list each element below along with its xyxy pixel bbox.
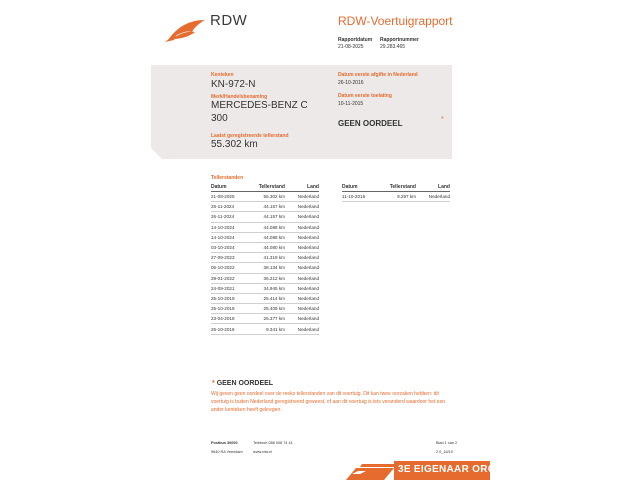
- first-registration-date: 10-11-2015: [338, 101, 364, 107]
- plate-label: Kenteken: [211, 72, 234, 78]
- watermark-banner-text: 3E EIGENAAR ORG. NL: [398, 464, 516, 475]
- report-title: RDW-Voertuigrapport: [338, 14, 453, 28]
- footer-version: 2.0_16/10: [436, 450, 453, 454]
- note-asterisk: *: [212, 380, 215, 387]
- footer-postbus: Postbus 30000: [211, 441, 238, 445]
- cell-country: Nederland: [285, 242, 319, 252]
- col-reading: Tellerstand: [382, 183, 416, 192]
- odometer-table-right: [342, 183, 450, 202]
- cell-reading: 36.212 km: [251, 273, 285, 283]
- cell-date: 11-10-2016: [342, 192, 382, 202]
- cell-country: Nederland: [416, 192, 450, 202]
- cell-country: Nederland: [285, 222, 319, 232]
- cell-reading: 25.414 km: [251, 293, 285, 303]
- table-row: [211, 273, 319, 283]
- table-row: [211, 324, 319, 334]
- cell-date: 25-10-2019: [211, 304, 251, 314]
- cell-reading: 25.409 km: [251, 304, 285, 314]
- cell-reading: 55.302 km: [251, 192, 285, 202]
- odometer-label: Laatst geregistreerde tellerstand: [211, 133, 289, 139]
- cell-reading: 44.080 km: [251, 242, 285, 252]
- note-title-text: GEEN OORDEEL: [216, 380, 274, 387]
- first-admission-label: Datum eerste afgifte in Nederland: [338, 72, 418, 78]
- cell-country: Nederland: [285, 263, 319, 273]
- make-label: Merk/Handelsbenaming: [211, 94, 268, 100]
- cell-reading: 9.341 km: [251, 324, 285, 334]
- cell-reading: 9.297 km: [382, 192, 416, 202]
- cell-reading: 44.088 km: [251, 222, 285, 232]
- cell-country: Nederland: [285, 283, 319, 293]
- odometer-value: 55.302 km: [211, 139, 258, 150]
- table-row: [211, 263, 319, 273]
- cell-date: 25-10-2019: [211, 293, 251, 303]
- table-row: [211, 212, 319, 222]
- table-header-row: [211, 183, 319, 192]
- cell-country: Nederland: [285, 232, 319, 242]
- cell-reading: 44.088 km: [251, 232, 285, 242]
- cell-country: Nederland: [285, 253, 319, 263]
- table-row: [211, 314, 319, 324]
- cell-reading: 34.945 km: [251, 283, 285, 293]
- report-number: 29.283.465: [380, 44, 406, 50]
- table-row: [211, 232, 319, 242]
- report-date-label: Rapportdatum: [338, 37, 373, 43]
- odometer-table-left: [211, 183, 319, 335]
- table-row: [211, 242, 319, 252]
- cell-reading: 25.377 km: [251, 314, 285, 324]
- make-line-1: MERCEDES-BENZ C: [211, 100, 308, 111]
- cell-date: 27-09-2023: [211, 253, 251, 263]
- cell-date: 05-10-2022: [211, 263, 251, 273]
- rdw-logo: [164, 18, 206, 44]
- cell-country: Nederland: [285, 192, 319, 202]
- odometer-section-title: Tellerstanden: [211, 175, 244, 181]
- report-date: 21-08-2025: [338, 44, 364, 50]
- cell-country: Nederland: [285, 273, 319, 283]
- verdict-asterisk: *: [441, 116, 444, 123]
- make-line-2: 300: [211, 113, 228, 124]
- table-row: [211, 192, 319, 202]
- cell-country: Nederland: [285, 314, 319, 324]
- footer-phone: Telefoon 088 008 74 41: [253, 441, 293, 445]
- table-row: [211, 222, 319, 232]
- first-admission-date: 26-10-2016: [338, 80, 364, 86]
- summary-panel: [151, 65, 452, 159]
- brand-name: RDW: [210, 12, 248, 29]
- footer-web: www.rdw.nl: [253, 450, 272, 454]
- panel-notch: [151, 148, 163, 160]
- col-country: Land: [285, 183, 319, 192]
- col-reading: Tellerstand: [251, 183, 285, 192]
- col-country: Land: [416, 183, 450, 192]
- cell-country: Nederland: [285, 293, 319, 303]
- cell-reading: 44.157 km: [251, 212, 285, 222]
- footer-page: Blad 1 van 2: [436, 441, 458, 445]
- footer-address: 9640 RA Veendam: [211, 450, 243, 454]
- table-row: [211, 202, 319, 212]
- col-date: Datum: [211, 183, 251, 192]
- table-row: [211, 293, 319, 303]
- table-row: [211, 253, 319, 263]
- cell-date: 14-10-2024: [211, 232, 251, 242]
- note-text: Wij geven geen oordeel over de reeks tellerstanden van dit voertuig. Dit kan twee oorzaken hebben: dit voertuig is buiten Nederland geregistreerd geweest, of aan dit voertuig is iets veranderd waardoor het een ander kenteken heeft gekregen.: [211, 391, 446, 413]
- cell-date: 26-11-2024: [211, 212, 251, 222]
- cell-date: 26-10-2016: [211, 324, 251, 334]
- cell-reading: 41.319 km: [251, 253, 285, 263]
- cell-country: Nederland: [285, 202, 319, 212]
- cell-date: 23-04-2018: [211, 314, 251, 324]
- report-number-label: Rapportnummer: [380, 37, 419, 43]
- verdict: GEEN OORDEEL: [338, 119, 403, 128]
- cell-reading: 44.157 km: [251, 202, 285, 212]
- cell-country: Nederland: [285, 304, 319, 314]
- cell-date: 26-11-2024: [211, 202, 251, 212]
- col-date: Datum: [342, 183, 382, 192]
- cell-date: 21-08-2025: [211, 192, 251, 202]
- plate-value: KN-972-N: [211, 79, 256, 90]
- cell-country: Nederland: [285, 212, 319, 222]
- note-title: [212, 380, 273, 387]
- cell-country: Nederland: [285, 324, 319, 334]
- table-row: [342, 192, 450, 202]
- table-row: [211, 304, 319, 314]
- table-header-row: [342, 183, 450, 192]
- cell-date: 03-10-2024: [211, 242, 251, 252]
- cell-date: 29-01-2022: [211, 273, 251, 283]
- cell-date: 14-10-2024: [211, 222, 251, 232]
- first-registration-label: Datum eerste toelating: [338, 93, 392, 99]
- cell-reading: 38.134 km: [251, 263, 285, 273]
- table-row: [211, 283, 319, 293]
- cell-date: 24-09-2021: [211, 283, 251, 293]
